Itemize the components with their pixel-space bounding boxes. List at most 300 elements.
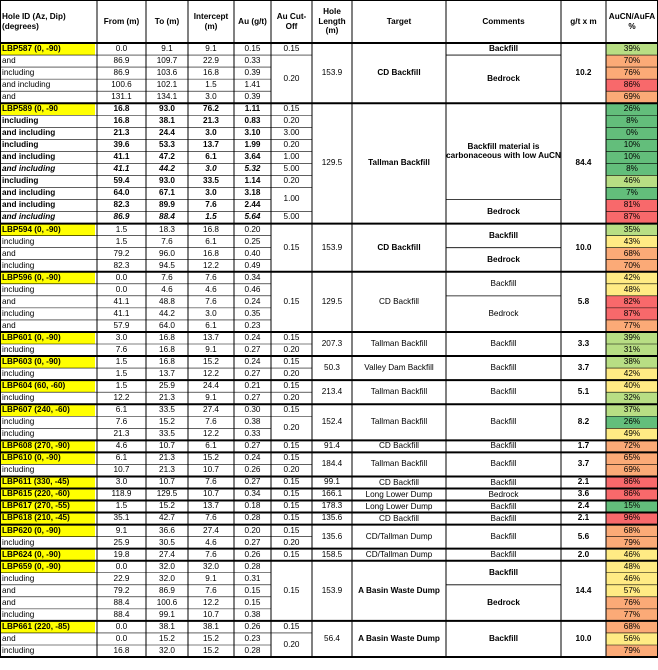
hole-id-cell: LBP589 (0, -90 (0, 103, 95, 115)
to-cell: 21.3 (159, 393, 175, 403)
to-cell: 109.7 (156, 55, 178, 65)
from-cell: 64.0 (113, 188, 130, 198)
au-cell: 0.40 (244, 248, 261, 258)
cutoff-cell: 0.20 (283, 116, 300, 126)
intercept-cell: 9.1 (205, 393, 217, 403)
intercept-cell: 6.1 (205, 152, 217, 162)
gtm-cell: 3.3 (577, 338, 590, 348)
gtm-cell: 10.0 (575, 633, 592, 643)
au-cell: 0.20 (244, 224, 261, 234)
au-cell: 0.27 (244, 537, 261, 547)
intercept-cell: 7.6 (205, 585, 217, 595)
comment-cell: Backfill (490, 441, 517, 451)
au-cell: 0.26 (244, 465, 261, 475)
from-cell: 86.9 (113, 67, 130, 77)
header-hole-id: Hole ID (Az, Dip) (degrees) (2, 12, 66, 31)
hole-id-cell: including (2, 344, 35, 354)
from-cell: 41.1 (113, 164, 130, 174)
intercept-cell: 3.0 (205, 188, 217, 198)
au-cell: 0.35 (244, 308, 261, 318)
hole-id-cell: including (2, 67, 35, 77)
to-cell: 9.1 (161, 43, 173, 53)
hole-id-cell: including (2, 465, 35, 475)
aucn-aufa-cell: 86% (606, 488, 658, 500)
gtm-cell: 1.7 (577, 441, 590, 451)
comment-cell: Backfill (490, 339, 517, 349)
aucn-aufa-cell: 68% (606, 621, 658, 633)
intercept-cell: 3.0 (205, 128, 217, 138)
to-cell: 44.2 (159, 308, 175, 318)
hole-id-cell: LBP596 (0, -90) (0, 272, 95, 284)
au-cell: 0.34 (244, 272, 261, 282)
au-cell: 0.24 (244, 296, 261, 306)
hole-length-cell: 207.3 (321, 338, 343, 348)
hole-length-cell: 50.3 (324, 362, 340, 372)
intercept-cell: 12.2 (203, 260, 219, 270)
hole-id-cell: and (2, 320, 16, 330)
from-cell: 131.1 (111, 92, 132, 102)
au-cell: 1.99 (244, 140, 261, 150)
header-from: From (m) (103, 16, 140, 26)
to-cell: 4.6 (161, 284, 173, 294)
aucn-aufa-cell: 43% (606, 236, 658, 248)
hole-id-cell: LBP659 (0, -90) (0, 561, 95, 573)
au-cell: 0.15 (244, 43, 261, 53)
aucn-aufa-cell: 79% (606, 645, 658, 657)
to-cell: 96.0 (159, 248, 175, 258)
intercept-cell: 3.0 (205, 164, 217, 174)
header-to: To (m) (154, 16, 180, 26)
to-cell: 88.4 (159, 212, 175, 222)
cutoff-cell: 0.20 (283, 368, 300, 378)
to-cell: 24.4 (159, 128, 175, 138)
gtm-cell: 3.6 (577, 489, 590, 499)
from-cell: 1.5 (115, 224, 128, 234)
hole-id-cell: and including (2, 164, 56, 174)
intercept-cell: 4.6 (205, 284, 217, 294)
target-cell: A Basin Waste Dump (358, 585, 440, 595)
target-cell: Long Lower Dump (365, 489, 433, 499)
au-cell: 0.26 (244, 621, 261, 631)
au-cell: 5.32 (244, 164, 261, 174)
hole-id-cell: including (2, 140, 39, 150)
comment-cell: Backfill (488, 567, 519, 577)
aucn-aufa-cell: 49% (606, 428, 658, 440)
hole-id-cell: including (2, 260, 35, 270)
header-aucn-aufa: AuCN/AuFA % (608, 12, 656, 31)
au-cell: 5.64 (244, 212, 261, 222)
aucn-aufa-cell: 15% (606, 501, 658, 513)
au-cell: 0.27 (244, 393, 261, 403)
hole-id-cell: and (2, 55, 16, 65)
au-cell: 3.64 (244, 152, 261, 162)
hole-id-cell: including (2, 429, 35, 439)
aucn-aufa-cell: 65% (606, 452, 658, 464)
intercept-cell: 4.6 (205, 537, 217, 547)
intercept-cell: 13.7 (203, 332, 219, 342)
to-cell: 21.3 (159, 465, 175, 475)
au-cell: 0.27 (244, 344, 261, 354)
intercept-cell: 33.5 (203, 176, 219, 186)
from-cell: 10.7 (113, 465, 130, 475)
intercept-cell: 6.1 (205, 236, 217, 246)
target-cell: Long Lower Dump (365, 501, 433, 511)
cutoff-cell: 0.20 (283, 639, 300, 649)
header-au: Au (g/t) (238, 16, 267, 26)
au-cell: 3.10 (244, 128, 261, 138)
to-cell: 42.7 (159, 513, 175, 523)
from-cell: 59.4 (113, 176, 130, 186)
from-cell: 21.3 (113, 128, 130, 138)
from-cell: 0.0 (115, 561, 128, 571)
header-target: Target (386, 16, 412, 26)
from-cell: 41.1 (113, 152, 130, 162)
aucn-aufa-cell: 26% (606, 416, 658, 428)
hole-id-cell: and including (2, 212, 56, 222)
hole-id-cell: LBP601 (0, -90) (0, 332, 95, 344)
hole-id-cell: including (2, 393, 35, 403)
hole-length-cell: 153.9 (321, 585, 343, 595)
gtm-cell: 3.7 (577, 459, 590, 469)
to-cell: 89.9 (159, 200, 175, 210)
au-cell: 1.14 (244, 176, 261, 186)
hole-id-cell: including (2, 116, 39, 126)
au-cell: 0.24 (244, 356, 261, 366)
target-cell: A Basin Waste Dump (358, 634, 440, 644)
aucn-aufa-cell: 39% (606, 43, 658, 55)
to-cell: 36.6 (159, 525, 175, 535)
hole-id-cell: including (2, 176, 39, 186)
cutoff-cell: 0.15 (283, 549, 300, 559)
to-cell: 21.3 (159, 453, 175, 463)
header-cutoff: Au Cut-Off (276, 12, 307, 31)
intercept-cell: 6.1 (205, 441, 217, 451)
hole-id-cell: including (2, 645, 35, 655)
hole-id-cell: LBP604 (60, -60) (0, 380, 95, 392)
aucn-aufa-cell: 38% (606, 356, 658, 368)
aucn-aufa-cell: 57% (606, 585, 658, 597)
hole-length-cell: 91.4 (324, 441, 340, 451)
to-cell: 33.5 (159, 429, 175, 439)
from-cell: 3.0 (115, 477, 128, 487)
intercept-cell: 9.1 (205, 43, 217, 53)
aucn-aufa-cell: 48% (606, 561, 658, 573)
from-cell: 16.8 (113, 116, 130, 126)
from-cell: 1.5 (115, 368, 128, 378)
to-cell: 27.4 (159, 549, 175, 559)
aucn-aufa-cell: 46% (606, 175, 658, 187)
to-cell: 93.0 (159, 104, 175, 114)
to-cell: 47.2 (159, 152, 175, 162)
au-cell: 0.39 (244, 92, 261, 102)
au-cell: 0.33 (244, 429, 261, 439)
aucn-aufa-cell: 42% (606, 368, 658, 380)
comment-cell: Backfill (490, 459, 517, 469)
au-cell: 0.27 (244, 441, 261, 451)
from-cell: 1.5 (115, 356, 128, 366)
hole-id-cell: including (2, 417, 35, 427)
aucn-aufa-cell: 8% (606, 115, 658, 127)
au-cell: 0.15 (244, 585, 261, 595)
au-cell: 0.31 (244, 573, 261, 583)
au-cell: 3.18 (244, 188, 261, 198)
to-cell: 93.0 (159, 176, 175, 186)
cutoff-cell: 0.15 (283, 621, 300, 631)
au-cell: 0.39 (244, 67, 261, 77)
hole-length-cell: 166.1 (321, 489, 343, 499)
gtm-cell: 14.4 (575, 585, 592, 595)
intercept-cell: 7.6 (205, 200, 217, 210)
au-cell: 0.23 (244, 633, 261, 643)
intercept-cell: 21.3 (203, 116, 219, 126)
gtm-cell: 10.2 (575, 67, 592, 77)
hole-id-cell: and (2, 585, 16, 595)
from-cell: 19.8 (113, 549, 130, 559)
from-cell: 1.5 (115, 236, 128, 246)
aucn-aufa-cell: 8% (606, 163, 658, 175)
comment-cell: Bedrock (487, 206, 520, 216)
from-cell: 0.0 (115, 43, 128, 53)
intercept-cell: 1.5 (205, 80, 217, 90)
cutoff-cell: 0.15 (283, 356, 300, 366)
au-cell: 0.28 (244, 513, 261, 523)
gtm-cell: 5.1 (577, 387, 590, 397)
intercept-cell: 24.4 (203, 381, 219, 391)
intercept-cell: 6.1 (205, 320, 217, 330)
aucn-aufa-cell: 86% (606, 79, 658, 91)
hole-id-cell: LBP624 (0, -90) (0, 549, 95, 561)
aucn-aufa-cell: 0% (606, 127, 658, 139)
intercept-cell: 10.7 (203, 489, 219, 499)
to-cell: 32.0 (159, 561, 175, 571)
aucn-aufa-cell: 76% (606, 597, 658, 609)
from-cell: 16.8 (113, 104, 130, 114)
intercept-cell: 10.7 (203, 609, 219, 619)
hole-length-cell: 135.6 (321, 531, 343, 541)
intercept-cell: 15.2 (203, 645, 219, 655)
au-cell: 0.49 (244, 260, 261, 270)
aucn-aufa-cell: 37% (606, 404, 658, 416)
from-cell: 41.1 (113, 308, 130, 318)
cutoff-cell: 0.15 (283, 43, 300, 53)
hole-id-cell: including (2, 609, 35, 619)
au-cell: 0.24 (244, 453, 261, 463)
aucn-aufa-cell: 31% (606, 344, 658, 356)
hole-id-cell: and including (2, 80, 51, 90)
hole-length-cell: 99.1 (324, 477, 340, 487)
aucn-aufa-cell: 72% (606, 440, 658, 452)
aucn-aufa-cell: 46% (606, 573, 658, 585)
hole-length-cell: 184.4 (321, 459, 343, 469)
to-cell: 33.5 (159, 405, 175, 415)
cutoff-cell: 0.15 (283, 489, 300, 499)
target-cell: Tallman Backfill (368, 158, 430, 168)
comment-cell: Bedrock (488, 489, 519, 499)
target-cell: Valley Dam Backfill (364, 363, 434, 373)
cutoff-cell: 0.20 (283, 465, 300, 475)
hole-id-cell: LBP608 (270, -90) (0, 440, 95, 452)
au-cell: 0.38 (244, 609, 261, 619)
au-cell: 0.15 (244, 597, 261, 607)
au-cell: 0.28 (244, 561, 261, 571)
gtm-cell: 2.1 (577, 513, 590, 523)
cutoff-cell: 5.00 (283, 212, 300, 222)
to-cell: 38.1 (159, 116, 175, 126)
intercept-cell: 13.7 (203, 501, 219, 511)
from-cell: 0.0 (115, 633, 128, 643)
comment-cell: Bedrock (487, 597, 520, 607)
intercept-cell: 1.5 (205, 212, 217, 222)
to-cell: 94.5 (159, 260, 175, 270)
to-cell: 86.9 (159, 585, 175, 595)
header-comments: Comments (482, 16, 525, 26)
intercept-cell: 7.6 (205, 549, 217, 559)
target-cell: CD Backfill (378, 477, 420, 487)
hole-id-cell: including (2, 236, 35, 246)
hole-length-cell: 153.9 (321, 242, 343, 252)
hole-id-cell: including (2, 573, 35, 583)
au-cell: 0.38 (244, 417, 261, 427)
intercept-cell: 7.6 (205, 417, 217, 427)
intercept-cell: 10.7 (203, 465, 219, 475)
cutoff-cell: 0.15 (283, 381, 300, 391)
intercept-cell: 9.1 (205, 344, 217, 354)
from-cell: 16.8 (113, 645, 130, 655)
comment-cell: Backfill (490, 531, 517, 541)
intercept-cell: 12.2 (203, 597, 219, 607)
cutoff-cell: 0.15 (283, 332, 300, 342)
au-cell: 1.11 (244, 104, 261, 114)
cutoff-cell: 0.20 (283, 74, 300, 83)
aucn-aufa-cell: 81% (606, 200, 658, 212)
hole-id-cell: LBP594 (0, -90) (0, 224, 95, 236)
aucn-aufa-cell: 32% (606, 392, 658, 404)
target-cell: CD Backfill (378, 513, 420, 523)
intercept-cell: 32.0 (203, 561, 219, 571)
cutoff-cell: 0.20 (283, 344, 300, 354)
comment-cell: Backfill (490, 477, 517, 487)
au-cell: 0.18 (244, 501, 261, 511)
to-cell: 7.6 (161, 272, 173, 282)
from-cell: 35.1 (113, 513, 130, 523)
to-cell: 100.6 (156, 597, 178, 607)
aucn-aufa-cell: 69% (606, 91, 658, 103)
aucn-aufa-cell: 87% (606, 308, 658, 320)
intercept-cell: 3.0 (205, 308, 217, 318)
gtm-cell: 84.4 (575, 158, 592, 168)
gtm-cell: 5.8 (577, 296, 590, 306)
hole-id-cell: and (2, 633, 16, 643)
from-cell: 57.9 (113, 320, 130, 330)
hole-id-cell: and (2, 92, 16, 102)
hole-id-cell: LBP617 (270, -55) (0, 501, 95, 513)
cutoff-cell: 0.15 (283, 405, 300, 415)
au-cell: 0.21 (244, 381, 261, 391)
to-cell: 103.6 (156, 67, 178, 77)
au-cell: 0.27 (244, 477, 261, 487)
aucn-aufa-cell: 46% (606, 549, 658, 561)
to-cell: 64.0 (159, 320, 175, 330)
cutoff-cell: 0.15 (283, 513, 300, 523)
to-cell: 25.9 (159, 381, 175, 391)
comment-cell: Backfill (488, 634, 519, 644)
intercept-cell: 13.7 (203, 140, 219, 150)
cutoff-cell: 0.15 (283, 104, 300, 114)
intercept-cell: 7.6 (205, 296, 217, 306)
comment-cell: Backfill (490, 387, 517, 397)
hole-length-cell: 178.3 (321, 501, 343, 511)
from-cell: 7.6 (115, 417, 128, 427)
from-cell: 41.1 (113, 296, 130, 306)
target-cell: CD Backfill (377, 242, 421, 252)
to-cell: 32.0 (159, 573, 175, 583)
target-cell: CD/Tallman Dump (365, 531, 433, 541)
hole-id-cell: including (2, 537, 35, 547)
aucn-aufa-cell: 48% (606, 284, 658, 296)
au-cell: 0.83 (244, 116, 261, 126)
from-cell: 4.6 (115, 441, 128, 451)
hole-id-cell: and (2, 597, 16, 607)
to-cell: 10.7 (159, 441, 175, 451)
to-cell: 129.5 (156, 489, 178, 499)
to-cell: 10.7 (159, 477, 175, 487)
cutoff-cell: 3.00 (283, 128, 300, 138)
hole-length-cell: 135.6 (321, 513, 343, 523)
from-cell: 1.5 (115, 501, 128, 511)
au-cell: 1.41 (244, 80, 261, 90)
au-cell: 0.33 (244, 55, 261, 65)
hole-id-cell: and including (2, 128, 56, 138)
from-cell: 22.9 (113, 573, 130, 583)
hole-length-cell: 153.9 (321, 67, 343, 77)
comment-cell: Backfill (488, 230, 519, 240)
hole-id-cell: LBP587 (0, -90) (0, 43, 95, 55)
hole-id-cell: and including (2, 152, 56, 162)
au-cell: 0.24 (244, 332, 261, 342)
cutoff-cell: 1.00 (283, 194, 300, 204)
cutoff-cell: 0.20 (283, 140, 300, 150)
intercept-cell: 15.2 (203, 633, 219, 643)
to-cell: 15.2 (159, 501, 175, 511)
hole-id-cell: LBP615 (220, -60) (0, 488, 95, 500)
from-cell: 7.6 (115, 344, 128, 354)
aucn-aufa-cell: 70% (606, 55, 658, 67)
au-cell: 0.34 (244, 489, 261, 499)
hole-length-cell: 129.5 (321, 158, 343, 168)
hole-id-cell: LBP620 (0, -90) (0, 525, 95, 537)
au-cell: 0.30 (244, 405, 261, 415)
aucn-aufa-cell: 86% (606, 476, 658, 488)
gtm-cell: 10.0 (575, 242, 592, 252)
aucn-aufa-cell: 10% (606, 151, 658, 163)
header-intercept: Intercept (m) (193, 12, 229, 31)
to-cell: 13.7 (159, 368, 175, 378)
to-cell: 7.6 (161, 236, 173, 246)
intercept-cell: 7.6 (205, 477, 217, 487)
aucn-aufa-cell: 70% (606, 260, 658, 272)
intercept-cell: 16.8 (203, 67, 219, 77)
from-cell: 86.9 (113, 212, 130, 222)
gtm-cell: 2.0 (577, 549, 590, 559)
au-cell: 0.26 (244, 549, 261, 559)
cutoff-cell: 0.15 (283, 585, 300, 595)
intercept-cell: 76.2 (203, 104, 219, 114)
aucn-aufa-cell: 77% (606, 609, 658, 621)
to-cell: 30.5 (159, 537, 175, 547)
cutoff-cell: 0.15 (283, 242, 300, 252)
intercept-cell: 15.2 (203, 453, 219, 463)
hole-id-cell: and including (2, 200, 56, 210)
